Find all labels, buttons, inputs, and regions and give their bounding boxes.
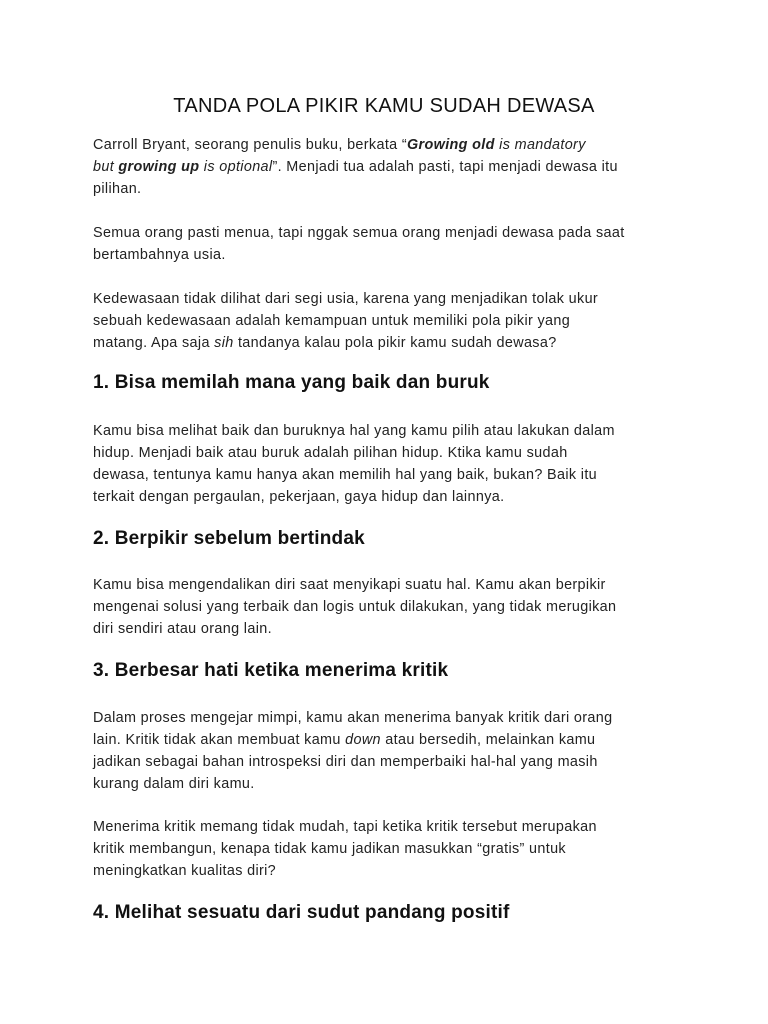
paragraph-line: Menerima kritik memang tidak mudah, tapi ketika kritik tersebut merupakan [93, 819, 597, 835]
section-3-paragraph-1 [93, 707, 693, 795]
section-heading-3: 3. Berbesar hati ketika menerima kritik [93, 660, 449, 681]
paragraph-menua [93, 222, 693, 266]
intro-line-1 [93, 134, 693, 156]
section-1-paragraph [93, 420, 693, 508]
paragraph-kedewasaan [93, 288, 693, 354]
paragraph-line: diri sendiri atau orang lain. [93, 621, 272, 637]
paragraph-text: atau bersedih, melainkan kamu [380, 732, 596, 748]
italic-down: down [345, 732, 381, 748]
section-heading-4: 4. Melihat sesuatu dari sudut pandang positif [93, 902, 510, 923]
section-heading-2: 2. Berpikir sebelum bertindak [93, 528, 365, 549]
section-3-paragraph-2 [93, 816, 693, 882]
paragraph-text: tandanya kalau pola pikir kamu sudah dewasa? [233, 335, 557, 351]
paragraph-line: bertambahnya usia. [93, 247, 226, 263]
page-title: TANDA POLA PIKIR KAMU SUDAH DEWASA [173, 95, 595, 117]
paragraph-line: jadikan sebagai bahan introspeksi diri dan memperbaiki hal-hal yang masih [93, 754, 598, 770]
paragraph-line: Kedewasaan tidak dilihat dari segi usia, karena yang menjadikan tolak ukur [93, 291, 599, 307]
quote-italic-mandatory: is mandatory [494, 137, 586, 153]
intro-text: ”. Menjadi tua adalah pasti, tapi menjadi dewasa itu [272, 159, 618, 175]
intro-line-2 [93, 156, 693, 178]
paragraph-line [93, 332, 693, 354]
italic-sih: sih [214, 335, 234, 351]
quote-bold-growing-old: Growing old [407, 137, 495, 153]
paragraph-line: Kamu bisa mengendalikan diri saat menyikapi suatu hal. Kamu akan berpikir [93, 577, 606, 593]
paragraph-line: Kamu bisa melihat baik dan buruknya hal yang kamu pilih atau lakukan dalam [93, 423, 615, 439]
paragraph-text: matang. Apa saja [93, 335, 215, 351]
paragraph-line: Dalam proses mengejar mimpi, kamu akan menerima banyak kritik dari orang [93, 710, 613, 726]
paragraph-line: kritik membangun, kenapa tidak kamu jadikan masukkan “gratis” untuk [93, 841, 566, 857]
paragraph-line: hidup. Menjadi baik atau buruk adalah pilihan hidup. Ktika kamu sudah [93, 445, 568, 461]
section-2-paragraph [93, 574, 693, 640]
paragraph-line: Semua orang pasti menua, tapi nggak semua orang menjadi dewasa pada saat [93, 225, 625, 241]
paragraph-line: meningkatkan kualitas diri? [93, 863, 277, 879]
quote-italic-but: but [93, 159, 119, 175]
intro-paragraph [93, 134, 693, 200]
paragraph-text: lain. Kritik tidak akan membuat kamu [93, 732, 346, 748]
paragraph-line: terkait dengan pergaulan, pekerjaan, gaya hidup dan lainnya. [93, 489, 505, 505]
paragraph-line [93, 729, 693, 751]
paragraph-line: kurang dalam diri kamu. [93, 776, 255, 792]
paragraph-line: mengenai solusi yang terbaik dan logis untuk dilakukan, yang tidak merugikan [93, 599, 617, 615]
paragraph-line: sebuah kedewasaan adalah kemampuan untuk memiliki pola pikir yang [93, 313, 571, 329]
intro-text: Carroll Bryant, seorang penulis buku, berkata “ [93, 137, 408, 153]
paragraph-line: dewasa, tentunya kamu hanya akan memilih hal yang baik, bukan? Baik itu [93, 467, 598, 483]
section-heading-1: 1. Bisa memilah mana yang baik dan buruk [93, 372, 490, 393]
intro-line-3: pilihan. [93, 181, 142, 197]
quote-italic-optional: is optional [199, 159, 273, 175]
quote-bold-growing-up: growing up [118, 159, 200, 175]
